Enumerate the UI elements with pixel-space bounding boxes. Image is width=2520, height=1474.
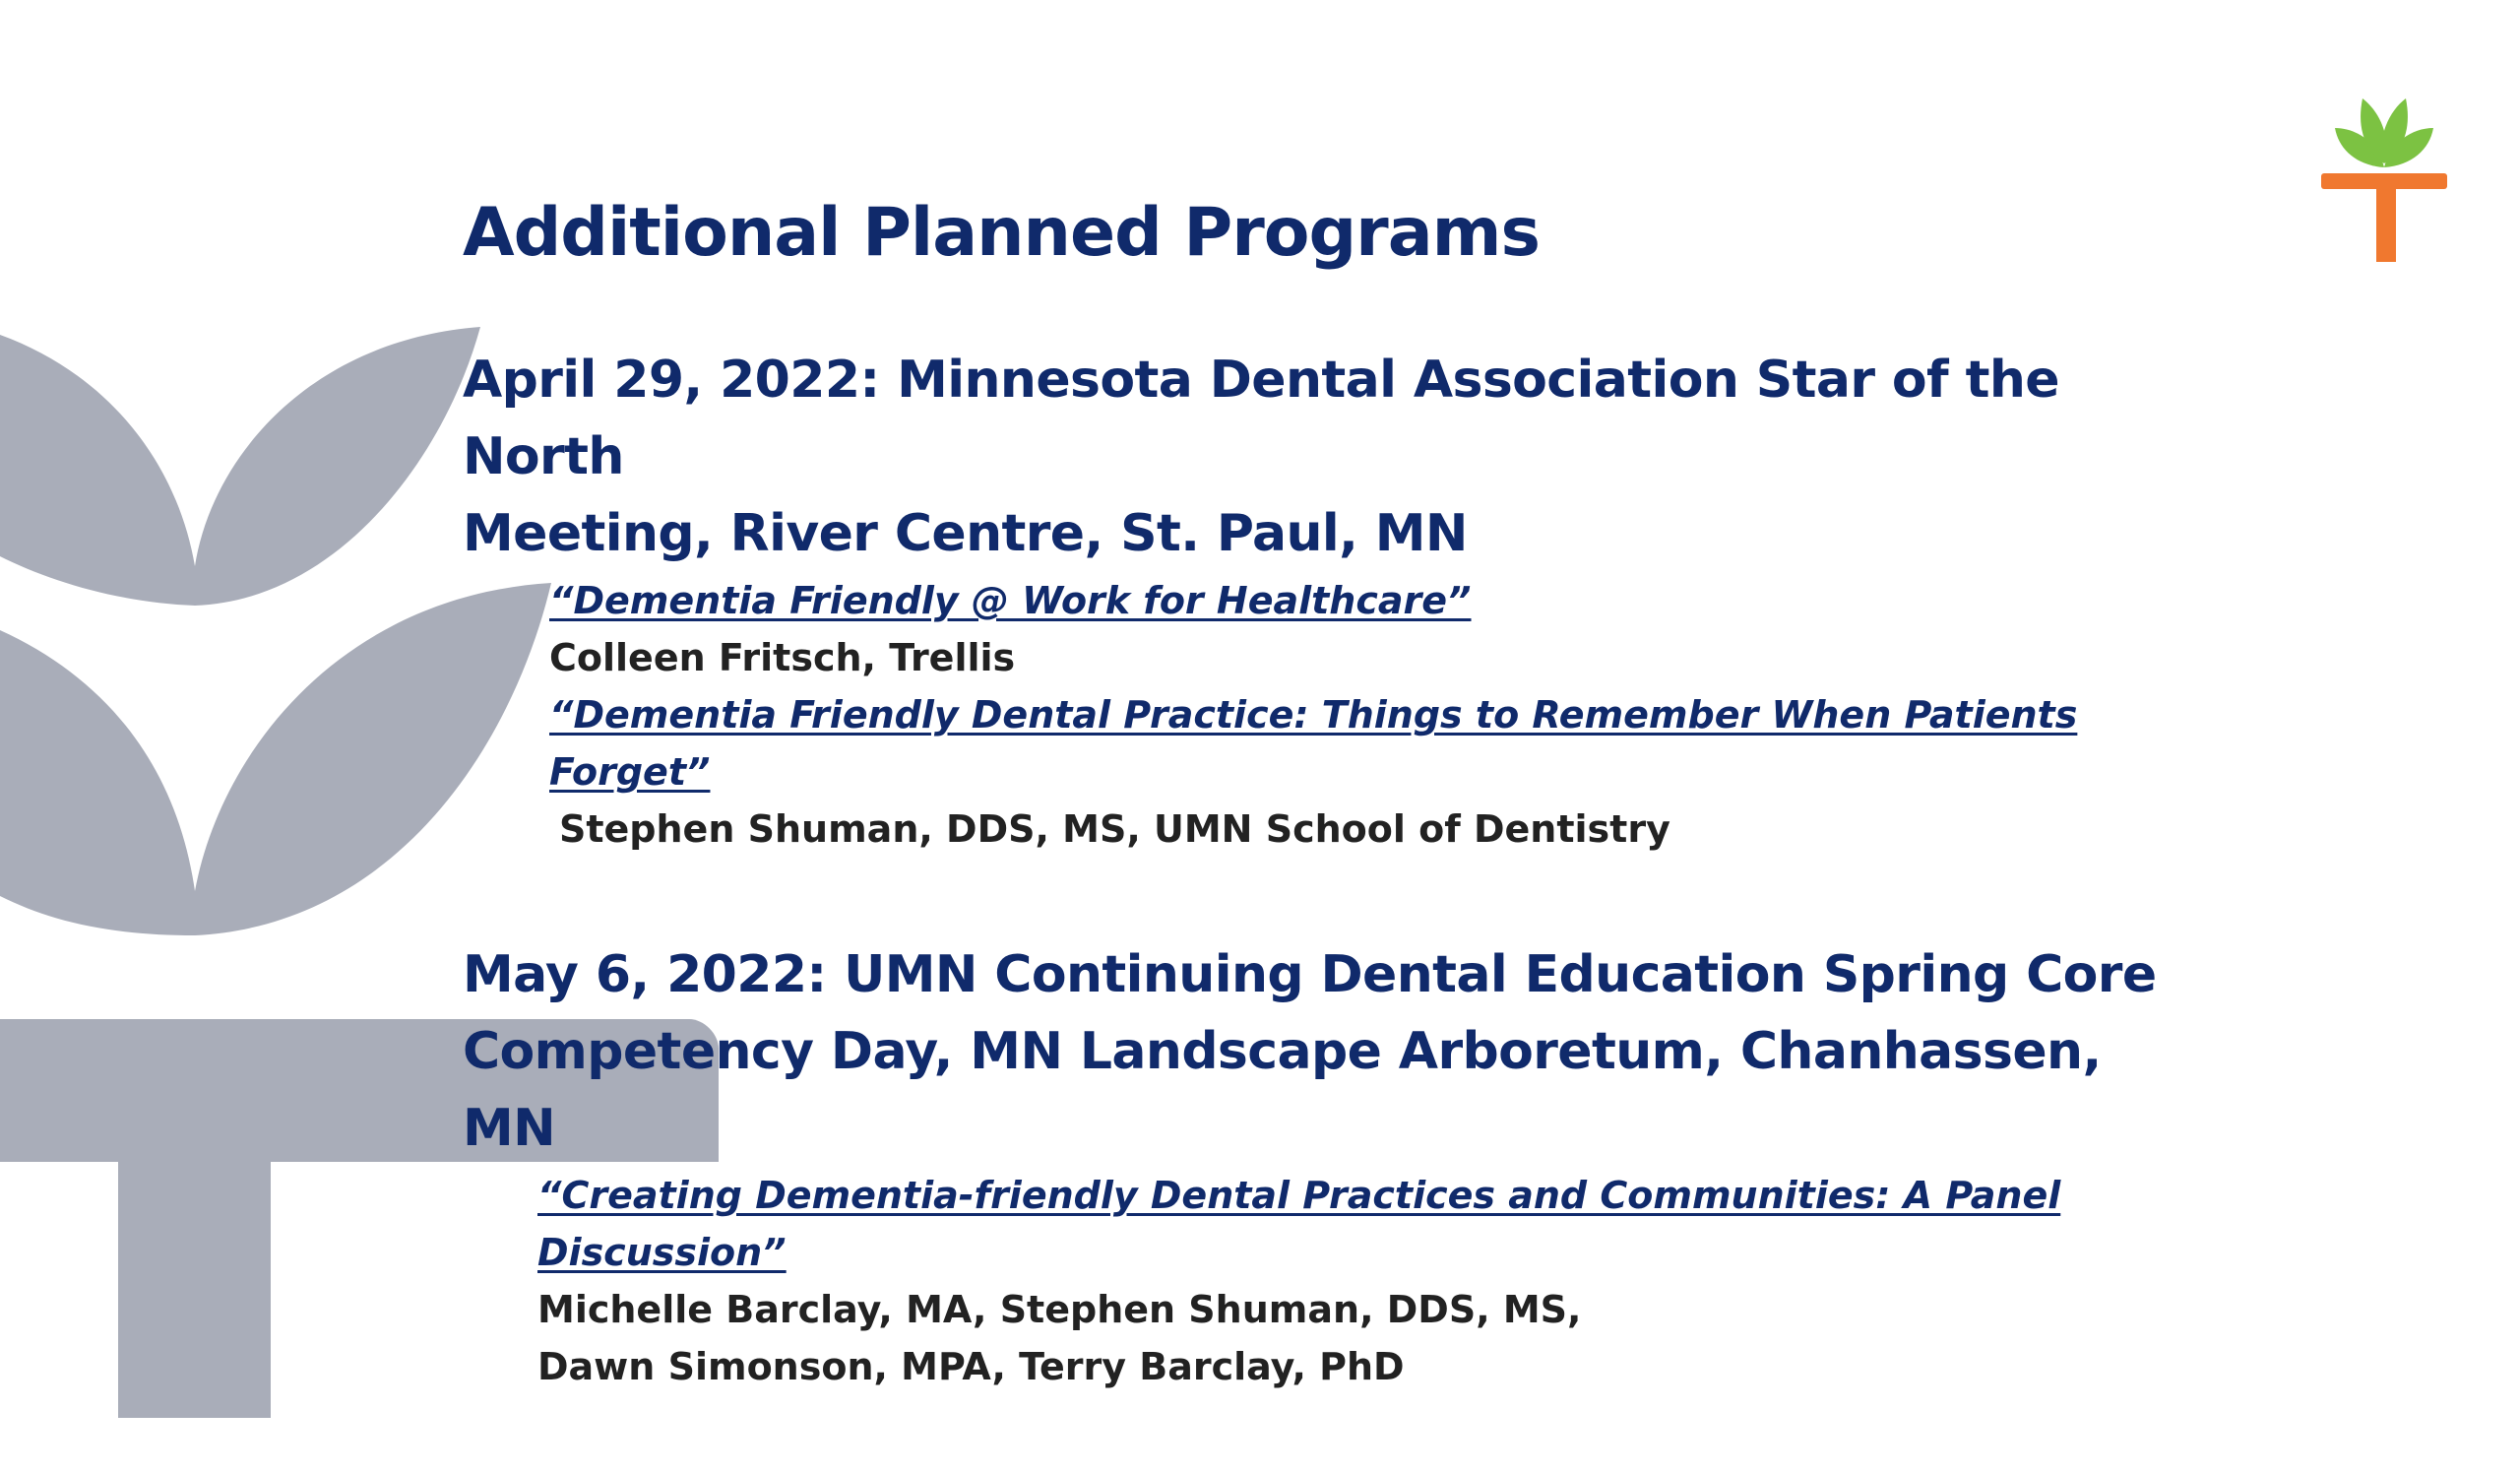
talk-title-link[interactable]: Discussion” — [537, 1230, 787, 1274]
event-heading-line: Meeting, River Centre, St. Paul, MN — [463, 503, 1468, 563]
talk-title-link[interactable]: “Creating Dementia-friendly Dental Practices and Communities: A Panel — [537, 1173, 2061, 1217]
speaker-line: Michelle Barclay, MA, Stephen Shuman, DDS, MS, — [537, 1287, 1582, 1331]
event-heading-line: May 6, 2022: UMN Continuing Dental Education Spring Core — [463, 944, 2157, 1004]
event-heading-line: Competency Day, MN Landscape Arboretum, Chanhassen, MN — [463, 1021, 2102, 1158]
speaker-line: Dawn Simonson, MPA, Terry Barclay, PhD — [537, 1344, 1405, 1388]
speaker-line: Colleen Fritsch, Trellis — [549, 635, 1016, 679]
event-heading-line: April 29, 2022: Minnesota Dental Association Star of the North — [463, 350, 2059, 486]
event-details — [463, 572, 2195, 858]
speaker-line: Stephen Shuman, DDS, MS, UMN School of Dentistry — [559, 806, 1670, 851]
brand-logo-icon — [2317, 89, 2451, 262]
event-block-april — [463, 342, 2195, 858]
event-details — [463, 1167, 2195, 1395]
event-block-may — [463, 936, 2195, 1395]
slide-title: Additional Planned Programs — [463, 194, 1540, 272]
talk-title-link[interactable]: “Dementia Friendly Dental Practice: Things to Remember When Patients Forget” — [549, 692, 2078, 794]
talk-title-link[interactable]: “Dementia Friendly @ Work for Healthcare” — [549, 578, 1472, 622]
slide-content — [463, 194, 2195, 1474]
